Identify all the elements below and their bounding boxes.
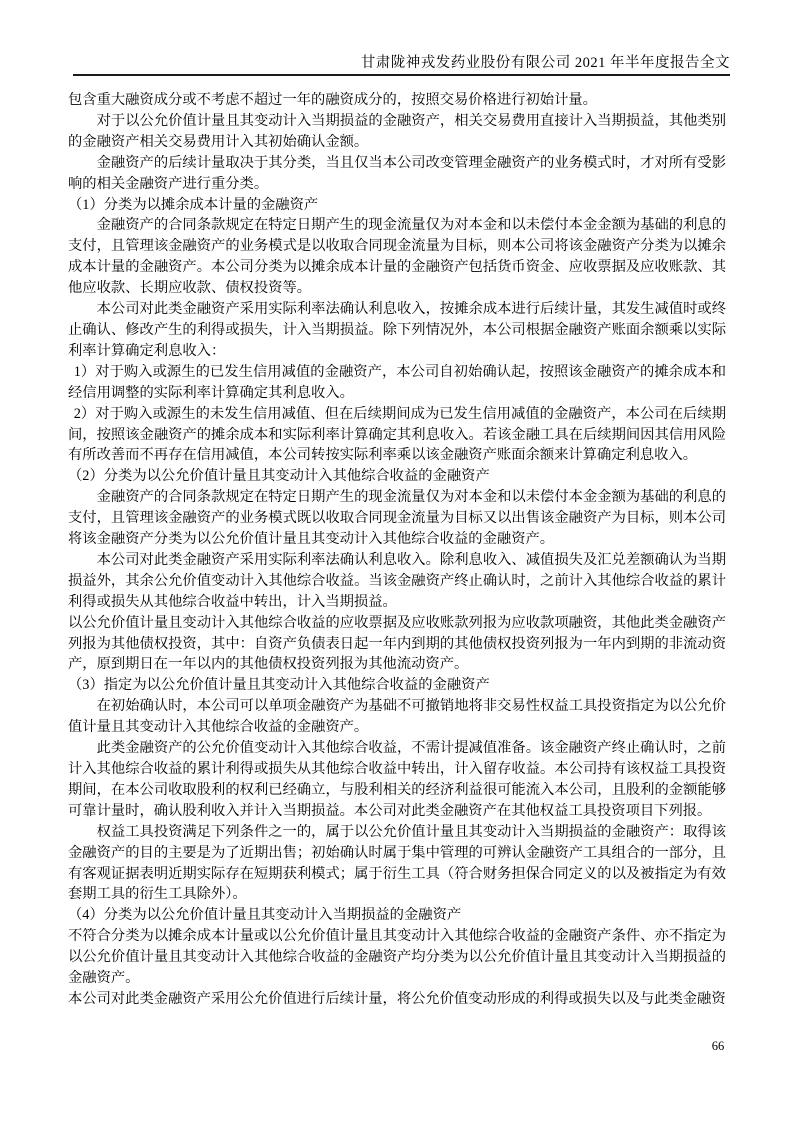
section-heading-2: （2）分类为以公允价值计量且其变动计入其他综合收益的金融资产 (68, 468, 490, 485)
paragraph: 本公司对此类金融资产采用实际利率法确认利息收入，按摊余成本进行后续计量，其发生减值时或终止确认、修改产生的利得或损失，计入当期损益。除下列情况外，本公司根据金融资产账面余额乘以实际利率计算确定利息收入： (68, 301, 726, 359)
page-number: 66 (711, 1039, 725, 1053)
paragraph: 在初始确认时，本公司可以单项金融资产为基础不可撤销地将非交易性权益工具投资指定为以公允价值计量且其变动计入其他综合收益的金融资产。 (68, 698, 726, 736)
section-heading-3: （3）指定为以公允价值计量且其变动计入其他综合收益的金融资产 (68, 677, 490, 694)
header-rule (73, 74, 730, 76)
paragraph: 金融资产的合同条款规定在特定日期产生的现金流量仅为对本金和以未偿付本金金额为基础的利息的支付，且管理该金融资产的业务模式是以收取合同现金流量为目标，则本公司将该金融资产分类为以摊余成本计量的金融资产。本公司分类为以摊余成本计量的金融资产包括货币资金、应收票据及应收账款、其他应收款、长期应收款、债权投资等。 (68, 217, 726, 297)
document-body (68, 90, 726, 1010)
paragraph: 金融资产的合同条款规定在特定日期产生的现金流量仅为对本金和以未偿付本金金额为基础的利息的支付，且管理该金融资产的业务模式既以收取合同现金流量为目标又以出售该金融资产为目标，则本公司将该金融资产分类为以公允价值计量且其变动计入其他综合收益的金融资产。 (68, 489, 726, 548)
paragraph-continuation: 包含重大融资成分或不考虑不超过一年的融资成分的，按照交易价格进行初始计量。 (68, 92, 597, 108)
paragraph: 权益工具投资满足下列条件之一的，属于以公允价值计量且其变动计入当期损益的金融资产：取得该金融资产的目的主要是为了近期出售；初始确认时属于集中管理的可辨认金融资产工具组合的一部分，且有客观证据表明近期实际存在短期获利模式；属于衍生工具（符合财务担保合同定义的以及被指定为有效套期工具的衍生工具除外）。 (68, 823, 726, 903)
paragraph-continuation: 本公司对此类金融资产采用公允价值进行后续计量，将公允价值变动形成的利得或损失以及与此类金融资 (68, 990, 726, 1007)
section-heading-4: （4）分类为以公允价值计量且其变动计入当期损益的金融资产 (68, 907, 462, 924)
section-heading-1: （1）分类为以摊余成本计量的金融资产 (68, 196, 319, 213)
paragraph: 此类金融资产的公允价值变动计入其他综合收益，不需计提减值准备。该金融资产终止确认时，之前计入其他综合收益的累计利得或损失从其他综合收益中转出，计入留存收益。本公司持有该权益工具投资期间，在本公司收取股利的权利已经确立，与股利相关的经济利益很可能流入本公司，且股利的金额能够可靠计量时，确认股利收入并计入当期损益。本公司对此类金融资产在其他权益工具投资项目下列报。 (68, 740, 726, 819)
paragraph: 本公司对此类金融资产采用实际利率法确认利息收入。除利息收入、减值损失及汇兑差额确认为当期损益外，其余公允价值变动计入其他综合收益。当该金融资产终止确认时，之前计入其他综合收益的累计利得或损失从其他综合收益中转出，计入当期损益。 (68, 551, 726, 610)
paragraph: 以公允价值计量且变动计入其他综合收益的应收票据及应收账款列报为应收款项融资，其他此类金融资产列报为其他债权投资，其中：自资产负债表日起一年内到期的其他债权投资列报为一年内到期的非流动资产，原到期日在一年以内的其他债权投资列报为其他流动资产。 (68, 614, 726, 673)
list-item-2: 2）对于购入或源生的未发生信用减值、但在后续期间成为已发生信用减值的金融资产，本公司在后续期间，按照该金融资产的摊余成本和实际利率计算确定其利息收入。若该金融工具在后续期间因其信用风险有所改善而不再存在信用减值，本公司转按实际利率乘以该金融资产账面余额来计算确定利息收入。 (68, 405, 726, 464)
paragraph: 金融资产的后续计量取决于其分类，当且仅当本公司改变管理金融资产的业务模式时，才对所有受影响的相关金融资产进行重分类。 (68, 154, 726, 192)
running-header: 甘肃陇神戎发药业股份有限公司 2021 年半年度报告全文 (360, 55, 730, 71)
paragraph: 不符合分类为以摊余成本计量或以公允价值计量且其变动计入其他综合收益的金融资产条件、亦不指定为以公允价值计量且其变动计入其他综合收益的金融资产均分类为以公允价值计量且其变动计入当期损益的金融资产。 (68, 928, 726, 987)
list-item-1: 1）对于购入或源生的已发生信用减值的金融资产，本公司自初始确认起，按照该金融资产的摊余成本和经信用调整的实际利率计算确定其利息收入。 (68, 363, 726, 401)
paragraph: 对于以公允价值计量且其变动计入当期损益的金融资产，相关交易费用直接计入当期损益，其他类别的金融资产相关交易费用计入其初始确认金额。 (68, 112, 726, 150)
